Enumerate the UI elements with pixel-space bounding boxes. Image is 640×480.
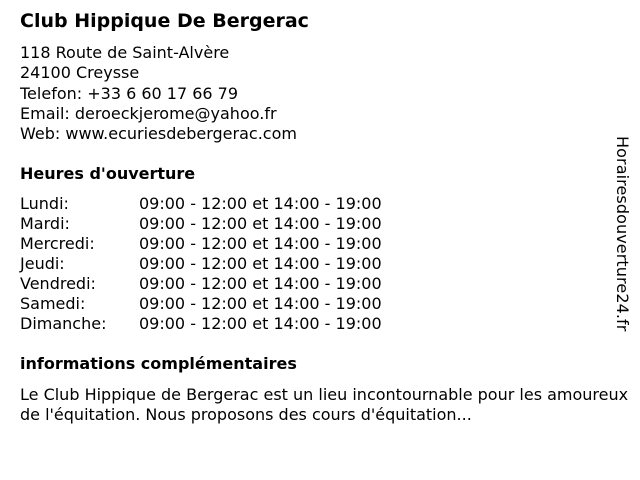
address-city: 24100 Creysse [20,63,140,83]
hours-day: Samedi: [20,294,86,313]
hours-time: 09:00 - 12:00 et 14:00 - 19:00 [139,314,382,333]
description-text: Le Club Hippique de Bergerac est un lieu incontournable pour les amoureux de l'équitation. Nous proposons des cours d'équitation... [20,385,629,424]
hours-row-saturday [20,294,382,314]
website: Web: www.ecuriesdebergerac.com [20,124,297,144]
hours-day: Mardi: [20,214,70,233]
hours-row-wednesday [20,234,382,254]
hours-time: 09:00 - 12:00 et 14:00 - 19:00 [139,274,382,293]
hours-row-monday [20,194,382,214]
hours-row-sunday [20,314,382,334]
hours-day: Lundi: [20,194,69,213]
hours-day: Vendredi: [20,274,96,293]
watermark-text: Horairesdouverture24.fr [613,136,632,332]
info-heading: informations complémentaires [20,354,297,373]
hours-time: 09:00 - 12:00 et 14:00 - 19:00 [139,234,382,253]
hours-day: Mercredi: [20,234,95,253]
hours-time: 09:00 - 12:00 et 14:00 - 19:00 [139,294,382,313]
opening-hours-table [20,194,382,334]
email-address: Email: deroeckjerome@yahoo.fr [20,103,277,123]
hours-time: 09:00 - 12:00 et 14:00 - 19:00 [139,214,382,233]
business-name: Club Hippique De Bergerac [20,10,309,32]
hours-row-thursday [20,254,382,274]
hours-heading: Heures d'ouverture [20,164,196,183]
hours-row-friday [20,274,382,294]
hours-day: Dimanche: [20,314,107,333]
address-block [20,43,297,144]
hours-day: Jeudi: [20,254,65,273]
hours-time: 09:00 - 12:00 et 14:00 - 19:00 [139,254,382,273]
hours-time: 09:00 - 12:00 et 14:00 - 19:00 [139,194,382,213]
phone-number: Telefon: +33 6 60 17 66 79 [20,83,239,103]
address-street: 118 Route de Saint-Alvère [20,43,230,62]
hours-row-tuesday [20,214,382,234]
